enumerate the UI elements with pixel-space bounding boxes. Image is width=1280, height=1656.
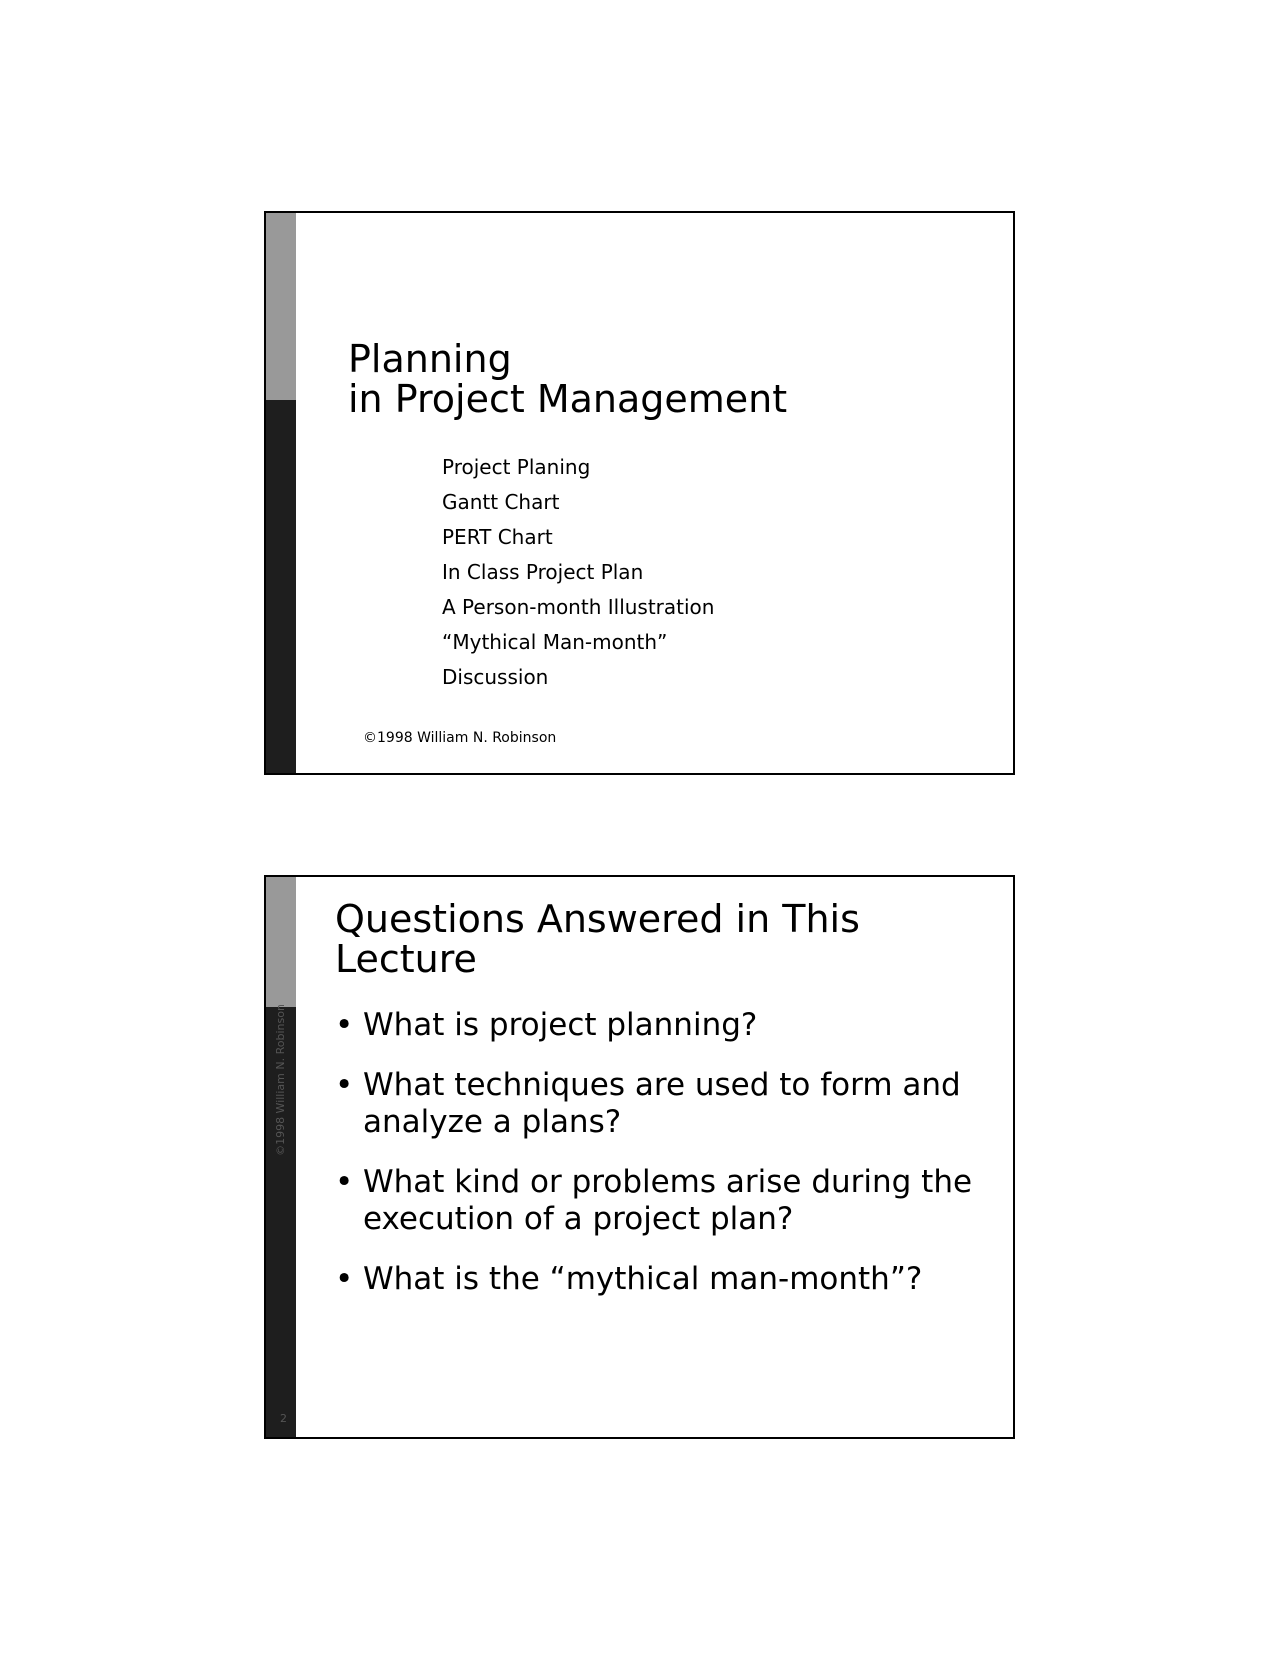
slide-sidebar xyxy=(266,877,296,1437)
question-item xyxy=(335,1067,975,1141)
question-text: What kind or problems arise during the execution of a project plan? xyxy=(363,1164,973,1237)
slide-2 xyxy=(264,875,1015,1439)
question-item xyxy=(335,1261,975,1298)
slide-sidebar-accent xyxy=(266,877,296,1007)
agenda-item: In Class Project Plan xyxy=(442,560,644,584)
page-number: 2 xyxy=(280,1412,287,1425)
questions-list xyxy=(335,1007,975,1321)
bullet-icon: • xyxy=(335,1007,354,1043)
slide-sidebar-accent xyxy=(266,213,296,400)
question-text: What is project planning? xyxy=(363,1007,758,1043)
bullet-icon: • xyxy=(335,1067,354,1103)
agenda-item: Discussion xyxy=(442,665,549,689)
agenda-list xyxy=(442,450,714,695)
question-item xyxy=(335,1007,975,1044)
slide-title: Questions Answered in This Lecture xyxy=(335,897,860,981)
question-text: What is the “mythical man-month”? xyxy=(363,1261,923,1297)
bullet-icon: • xyxy=(335,1261,354,1297)
agenda-item: A Person-month Illustration xyxy=(442,595,715,619)
slide-title: Planning in Project Management xyxy=(348,337,788,421)
agenda-item: PERT Chart xyxy=(442,525,553,549)
question-item xyxy=(335,1164,975,1238)
bullet-icon: • xyxy=(335,1164,354,1200)
agenda-item: Gantt Chart xyxy=(442,490,560,514)
copyright-notice: ©1998 William N. Robinson xyxy=(363,730,557,746)
slide-sidebar xyxy=(266,213,296,773)
agenda-item: “Mythical Man-month” xyxy=(442,630,668,654)
sidebar-copyright: ©1998 William N. Robinson xyxy=(274,1004,287,1156)
slide-1 xyxy=(264,211,1015,775)
question-text: What techniques are used to form and analyze a plans? xyxy=(363,1067,961,1140)
agenda-item: Project Planing xyxy=(442,455,591,479)
